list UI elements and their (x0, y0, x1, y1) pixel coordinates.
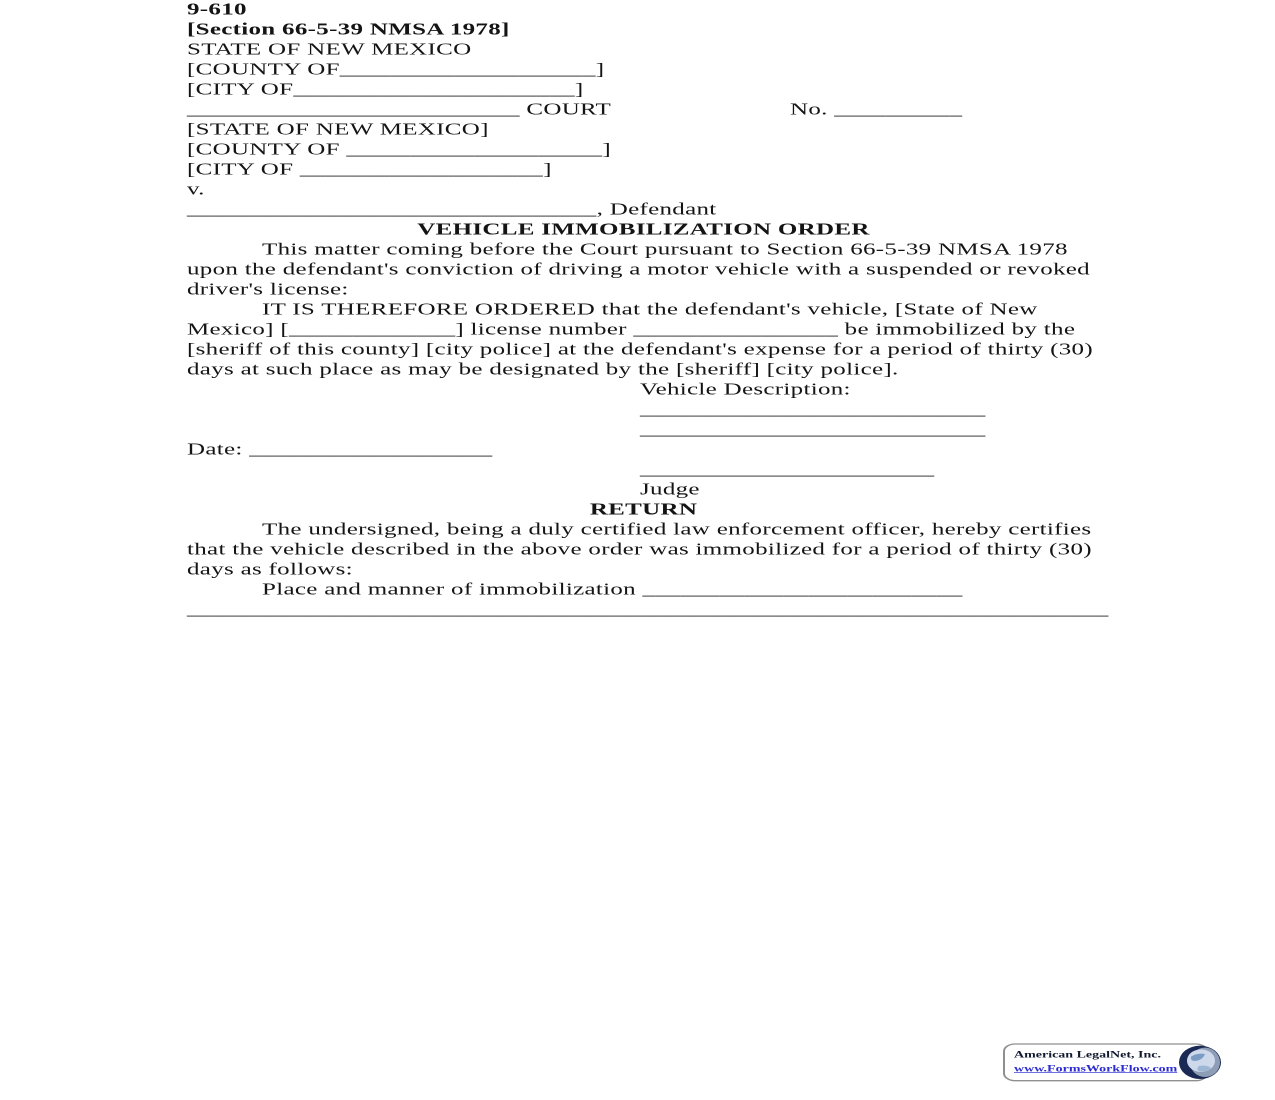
defendant-label: , Defendant (596, 200, 717, 219)
vehicle-description-blank-1: ___________________________ (640, 400, 986, 419)
vehicle-description-block (640, 380, 1100, 440)
header-city-blank: [CITY OF______________________] (187, 80, 584, 99)
return-paragraph: The undersigned, being a duly certified law enforcement officer, hereby certifies that the vehicle described in the above order was immobilized for a period of thirty (30) days as follows: (187, 520, 1092, 579)
form-number: 9-610 (187, 0, 247, 19)
place-manner-label: Place and manner of immobilization (262, 580, 636, 599)
header-state: STATE OF NEW MEXICO (187, 40, 472, 59)
header-county-blank: [COUNTY OF____________________] (187, 60, 605, 79)
caption-block (187, 120, 1100, 220)
vehicle-description-label: Vehicle Description: (640, 380, 851, 399)
judge-signature-block (640, 460, 1100, 500)
date-blank: ___________________ (249, 440, 493, 459)
place-manner-continuation-blank: ________________________________________________________________________ (187, 600, 1109, 619)
legalnet-badge (1003, 1043, 1208, 1081)
order-paragraph-2: IT IS THEREFORE ORDERED that the defendant's vehicle, [State of New Mexico] [_____________] license number ________________ be immobilized by the [sheriff of this county] [city police] at the defendant's expense for a period of thirty (30) days at such place as may be designated by the [sheriff] [city police]. (187, 300, 1093, 379)
judge-signature-blank: _______________________ (640, 460, 935, 479)
versus: v. (187, 180, 205, 199)
caption-city-blank: [CITY OF ___________________] (187, 160, 552, 179)
judge-label: Judge (640, 480, 700, 499)
place-manner-line (187, 580, 1100, 600)
court-header-block (187, 40, 1100, 120)
footer-website-link[interactable]: www.FormsWorkFlow.com (1014, 1064, 1178, 1075)
vehicle-description-blank-2: ___________________________ (640, 420, 986, 439)
court-label: COURT (526, 100, 612, 119)
return-title: RETURN (589, 500, 698, 519)
defendant-line (187, 200, 1100, 220)
case-no-blank: __________ (834, 100, 963, 119)
statute-reference: [Section 66-5-39 NMSA 1978] (187, 20, 510, 39)
legalnet-globe-icon (1177, 1045, 1223, 1080)
caption-county-blank: [COUNTY OF ____________________] (187, 140, 611, 159)
case-number-group (790, 100, 962, 120)
document-title: VEHICLE IMMOBILIZATION ORDER (417, 220, 870, 239)
defendant-name-blank: ________________________________ (187, 200, 597, 219)
order-paragraph-1: This matter coming before the Court pursuant to Section 66-5-39 NMSA 1978 upon the defendant's conviction of driving a motor vehicle with a suspended or revoked driver's license: (187, 240, 1090, 299)
legalnet-badge-text (1014, 1049, 1177, 1076)
date-label: Date: (187, 440, 243, 459)
date-line (187, 440, 1100, 460)
footer-company-name: American LegalNet, Inc. (1014, 1050, 1161, 1061)
court-name-blank: __________________________ (187, 100, 520, 119)
court-line (187, 100, 1100, 120)
place-manner-blank: _________________________ (642, 580, 963, 599)
case-no-label: No. (790, 100, 828, 119)
caption-state: [STATE OF NEW MEXICO] (187, 120, 489, 139)
